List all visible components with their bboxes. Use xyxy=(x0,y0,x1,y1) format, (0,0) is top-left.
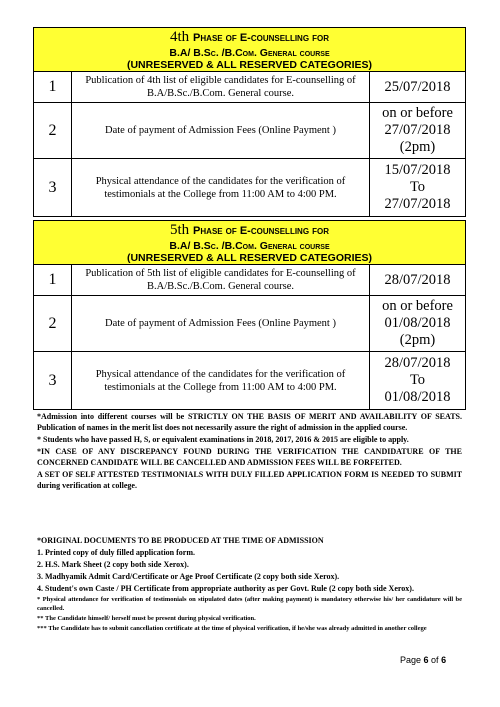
footnote-attendance: * Physical attendance for verification of testimonials on stipulated dates (after making payment) is mandatory otherwise his/ her candidature will be cancelled. xyxy=(37,596,462,612)
row-number: 1 xyxy=(34,72,72,103)
row-number: 3 xyxy=(34,352,72,410)
footnote-presence: ** The Candidate himself/ herself must be present during physical verification. xyxy=(37,615,256,622)
row-description: Publication of 4th list of eligible candidates for E-counselling of B.A/B.Sc./B.Com. General course. xyxy=(72,72,370,103)
row-description: Date of payment of Admission Fees (Online Payment ) xyxy=(72,103,370,159)
phase4-table xyxy=(33,27,466,217)
table-row xyxy=(34,103,466,159)
phase5-course: B.A/ B.Sc. /B.Com. General course xyxy=(169,240,330,252)
phase4-number: 4th xyxy=(170,29,190,45)
document-item: 3. Madhyamik Admit Card/Certificate or Age Proof Certificate (2 copy both side Xerox). xyxy=(37,572,340,581)
row-date: 28/07/2018 xyxy=(370,265,466,296)
row-date: on or before 27/07/2018 (2pm) xyxy=(370,103,466,159)
row-description: Publication of 5th list of eligible candidates for E-counselling of B.A/B.Sc./B.Com. General course. xyxy=(72,265,370,296)
phase5-title: Phase of E-counselling for xyxy=(193,225,329,237)
row-number: 2 xyxy=(34,103,72,159)
phase5-number: 5th xyxy=(170,222,190,238)
page-number: Page 6 of 6 xyxy=(400,655,447,665)
row-date: 15/07/2018 To 27/07/2018 xyxy=(370,159,466,217)
row-description: Physical attendance of the candidates for the verification of testimonials at the College from 11:00 AM to 4:00 PM. xyxy=(72,159,370,217)
row-date: 28/07/2018 To 01/08/2018 xyxy=(370,352,466,410)
documents-section xyxy=(37,535,462,634)
phase5-header xyxy=(34,221,466,265)
document-item: 2. H.S. Mark Sheet (2 copy both side Xerox). xyxy=(37,560,189,569)
documents-title: *ORIGINAL DOCUMENTS TO BE PRODUCED AT THE TIME OF ADMISSION xyxy=(37,536,324,545)
notes-section xyxy=(37,411,462,492)
phase5-categories: (UNRESERVED & ALL RESERVED CATEGORIES) xyxy=(126,252,373,264)
phase5-table xyxy=(33,220,466,410)
row-description: Date of payment of Admission Fees (Online Payment ) xyxy=(72,296,370,352)
table-row xyxy=(34,159,466,217)
table-row xyxy=(34,72,466,103)
phase4-header xyxy=(34,28,466,72)
row-number: 2 xyxy=(34,296,72,352)
note-testimonials: A SET OF SELF ATTESTED TESTIMONIALS WITH DULY FILLED APPLICATION FORM IS NEEDED TO SUBMIT during verification at college. xyxy=(37,470,462,490)
row-date: on or before 01/08/2018 (2pm) xyxy=(370,296,466,352)
note-discrepancy: *IN CASE OF ANY DISCREPANCY FOUND DURING THE VERIFICATION THE CANDIDATURE OF THE CONCERNED CANDIDATE WILL BE CANCELLED AND ADMISSION FEES WILL BE FORFEITED. xyxy=(37,447,462,467)
note-merit: *Admission into different courses will be STRICTLY ON THE BASIS OF MERIT AND AVAILABILITY OF SEATS. Publication of names in the merit list does not necessarily assure the right of admission in the applied course. xyxy=(37,412,462,432)
footnote-cancellation: *** The Candidate has to submit cancellation certificate at the time of physical verification, if he/she was already admitted in another college xyxy=(37,625,427,632)
phase4-title: Phase of E-counselling for xyxy=(193,32,329,44)
table-row xyxy=(34,296,466,352)
table-row xyxy=(34,265,466,296)
document-item: 1. Printed copy of duly filled application form. xyxy=(37,548,195,557)
document-item: 4. Student's own Caste / PH Certificate from appropriate authority as per Govt. Rule (2 copy both side Xerox). xyxy=(37,584,414,593)
row-number: 3 xyxy=(34,159,72,217)
row-number: 1 xyxy=(34,265,72,296)
note-eligibility: * Students who have passed H, S, or equivalent examinations in 2018, 2017, 2016 & 2015 are eligible to apply. xyxy=(37,435,409,444)
phase4-course: B.A/ B.Sc. /B.Com. General course xyxy=(169,47,330,59)
row-description: Physical attendance of the candidates for the verification of testimonials at the College from 11:00 AM to 4:00 PM. xyxy=(72,352,370,410)
phase4-categories: (UNRESERVED & ALL RESERVED CATEGORIES) xyxy=(126,59,373,71)
table-row xyxy=(34,352,466,410)
row-date: 25/07/2018 xyxy=(370,72,466,103)
